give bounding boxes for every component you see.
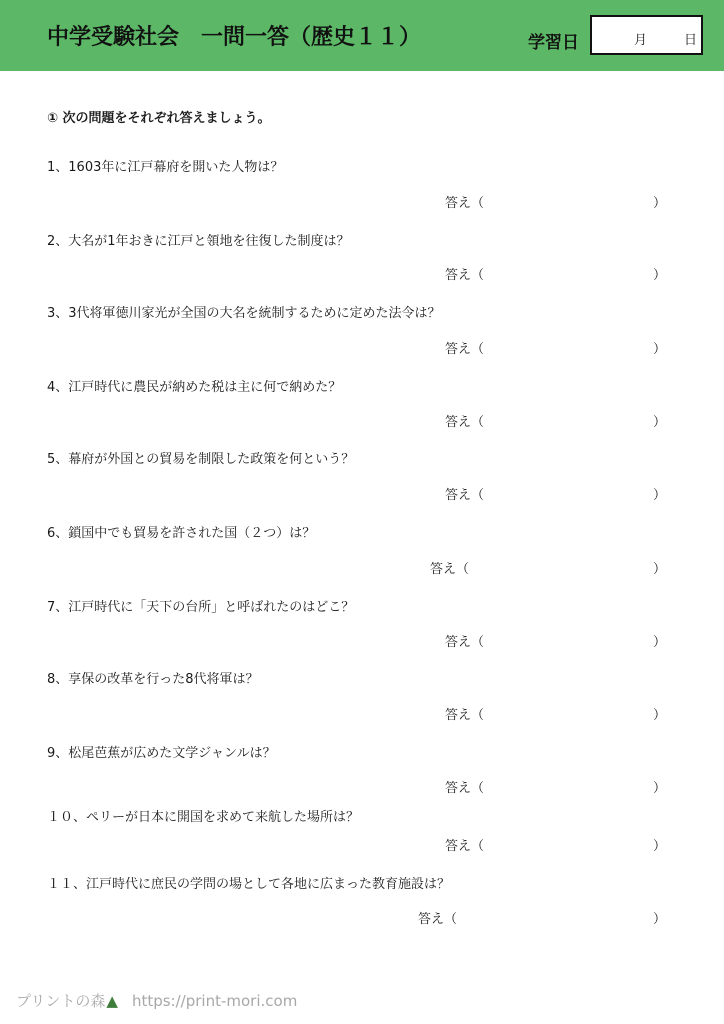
study-date-field[interactable] bbox=[590, 15, 703, 55]
site-url-link[interactable]: https://print-mori.com bbox=[131, 992, 298, 1010]
question-2: 2、大名が1年おきに江戸と領地を往復した制度は？ bbox=[47, 234, 350, 249]
question-6: 6、鎖国中でも貿易を許された国（２つ）は？ bbox=[47, 526, 316, 541]
answer-close-2: ） bbox=[653, 268, 667, 283]
answer-label-5: 答え（ bbox=[445, 488, 485, 503]
answer-close-10: ） bbox=[653, 839, 667, 854]
question-4: 4、江戸時代に農民が納めた税は主に何で納めた？ bbox=[47, 380, 342, 395]
answer-close-1: ） bbox=[653, 196, 667, 211]
section-instruction: ① 次の問題をそれぞれ答えましょう。 bbox=[47, 111, 271, 126]
question-9: 9、松尾芭蕉が広めた文学ジャンルは？ bbox=[47, 746, 276, 761]
tree-icon: ▲ bbox=[106, 992, 118, 1010]
question-5: 5、幕府が外国との貿易を制限した政策を何という？ bbox=[47, 452, 355, 467]
answer-close-4: ） bbox=[653, 415, 667, 430]
page-title: 中学受験社会 一問一答（歴史１１） bbox=[47, 25, 422, 50]
answer-close-7: ） bbox=[653, 635, 667, 650]
day-label: 日 bbox=[684, 33, 698, 48]
brand-name: プリントの森 bbox=[16, 992, 106, 1010]
month-label: 月 bbox=[634, 33, 648, 48]
header-bar bbox=[0, 0, 724, 71]
answer-label-11: 答え（ bbox=[418, 912, 458, 927]
question-7: 7、江戸時代に「天下の台所」と呼ばれたのはどこ？ bbox=[47, 600, 355, 615]
answer-label-4: 答え（ bbox=[445, 415, 485, 430]
answer-label-10: 答え（ bbox=[445, 839, 485, 854]
answer-label-9: 答え（ bbox=[445, 781, 485, 796]
answer-label-8: 答え（ bbox=[445, 708, 485, 723]
answer-label-2: 答え（ bbox=[445, 268, 485, 283]
question-10: １０、ペリーが日本に開国を求めて来航した場所は？ bbox=[47, 810, 360, 825]
question-8: 8、享保の改革を行った8代将軍は？ bbox=[47, 672, 259, 687]
answer-label-1: 答え（ bbox=[445, 196, 485, 211]
answer-close-5: ） bbox=[653, 488, 667, 503]
answer-close-6: ） bbox=[653, 562, 667, 577]
footer bbox=[16, 990, 297, 1011]
answer-label-7: 答え（ bbox=[445, 635, 485, 650]
question-1: 1、1603年に江戸幕府を開いた人物は？ bbox=[47, 160, 284, 175]
answer-close-8: ） bbox=[653, 708, 667, 723]
answer-close-11: ） bbox=[653, 912, 667, 927]
answer-label-6: 答え（ bbox=[430, 562, 470, 577]
study-date-label: 学習日 bbox=[528, 33, 579, 53]
answer-close-9: ） bbox=[653, 781, 667, 796]
question-3: 3、3代将軍徳川家光が全国の大名を統制するために定めた法令は？ bbox=[47, 306, 441, 321]
question-11: １１、江戸時代に庶民の学問の場として各地に広まった教育施設は？ bbox=[47, 877, 451, 892]
answer-close-3: ） bbox=[653, 342, 667, 357]
answer-label-3: 答え（ bbox=[445, 342, 485, 357]
